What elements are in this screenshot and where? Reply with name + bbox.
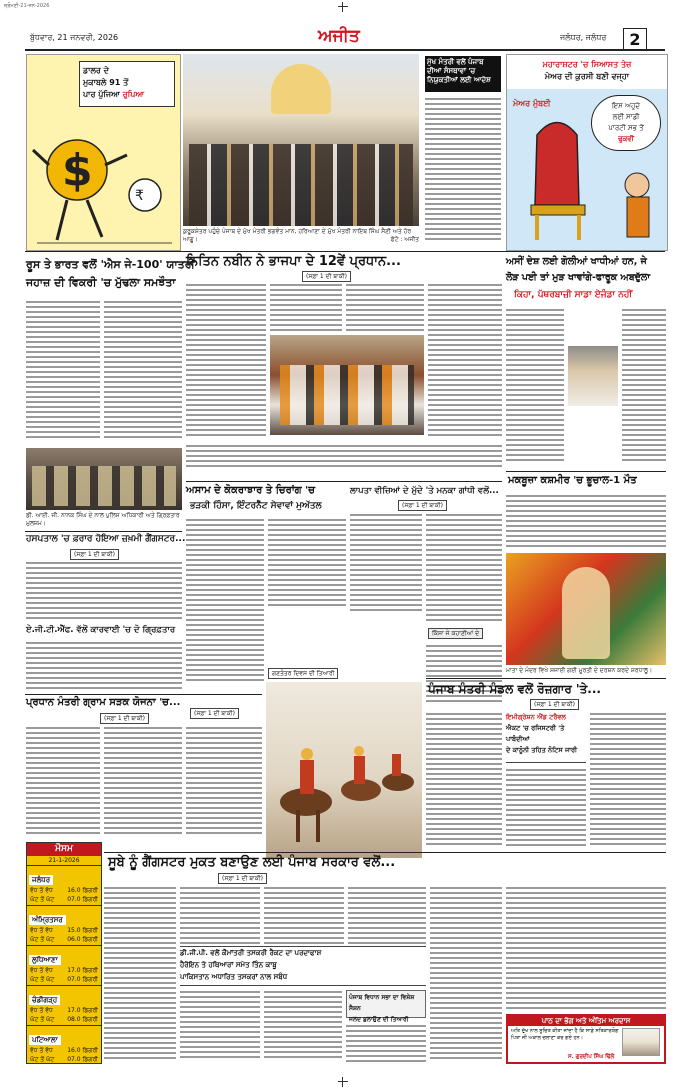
masthead: ਅਜੀਤ	[318, 26, 360, 46]
weather-max-value: 17.0 ਡਿਗਰੀ	[67, 967, 98, 974]
horse-photo-tag: ਗਣਤੰਤਰ ਦਿਵਸ ਦੀ ਤਿਆਰੀ	[268, 668, 338, 679]
hospital-jump: (ਸਫ਼ਾ 1 ਦੀ ਬਾਕੀ)	[70, 549, 119, 560]
kashmir-text	[506, 492, 666, 550]
box2-line1: ਪੰਜਾਬ ਵਿਧਾਨ ਸਭਾ ਦਾ ਵਿਸ਼ੇਸ਼ ਸੈਸ਼ਨ	[349, 994, 415, 1012]
weather-min-value: 07.0 ਡਿਗਰੀ	[67, 976, 98, 983]
weather-min-value: 07.0 ਡਿਗਰੀ	[67, 896, 98, 903]
crop-mark	[338, 2, 348, 12]
horse-riders-illustration	[266, 682, 422, 858]
dollar-runner-illustration	[27, 55, 180, 250]
horse-parade-photo	[266, 682, 422, 858]
weather-max-label: ਵੱਧ ਤੋਂ ਵੱਧ	[30, 1007, 53, 1014]
weather-max-row	[27, 886, 101, 895]
weather-min-label: ਘੱਟ ਤੋਂ ਘੱਟ	[30, 896, 55, 903]
mantri-mandal-jump: (ਸਫ਼ਾ 1 ਦੀ ਬਾਕੀ)	[530, 699, 579, 710]
police-photo-caption: ਡੀ. ਆਈ. ਜੀ. ਨਾਨਕ ਸਿੰਘ ਦੇ ਨਾਲ ਪੁਲਿਸ ਅਧਿਕਾਰੀ ਅਤੇ ਗ੍ਰਿਫ਼ਤਾਰ ਮੁਲਜ਼ਮ।	[26, 512, 180, 527]
section-rule	[426, 678, 666, 679]
weather-max-label: ਵੱਧ ਤੋਂ ਵੱਧ	[30, 1047, 53, 1054]
top-right-column-headline	[425, 56, 501, 92]
top-center-photo	[183, 54, 419, 226]
weather-min-label: ਘੱਟ ਤੋਂ ਘੱਟ	[30, 976, 55, 983]
act-box-line2: ਐਕਟ 'ਚ ਰਜਿਸਟਰੀ 'ਤੇ ਪਾਬੰਦੀਆਂ	[506, 724, 565, 743]
weather-min-row	[27, 895, 101, 904]
gangster-col7	[346, 1022, 426, 1062]
speech-line1: ਇਸ ਅਹੁਦੇ	[612, 102, 640, 110]
cartoon-caption-accent: ਰੁਪਿਆ	[122, 90, 145, 99]
weather-box	[26, 842, 102, 1064]
gangster-col5	[180, 988, 260, 1062]
act-box	[506, 712, 586, 763]
weather-city	[27, 945, 101, 985]
gangster-box2	[346, 990, 426, 1023]
crop-mark	[338, 1077, 348, 1087]
agtf-headline: ਏ.ਜੀ.ਟੀ.ਐੱਫ. ਵੱਲੋਂ ਕਾਰਵਾਈ 'ਚ ਦੋ ਗ੍ਰਿਫ਼ਤਾਰ	[26, 625, 176, 635]
gangster-col4	[348, 884, 426, 944]
nitin-col2	[270, 281, 342, 331]
temple-photo	[506, 553, 666, 665]
mantri-mandal-col3	[590, 710, 666, 850]
pradhan-mantri-headline: ਪ੍ਰਧਾਨ ਮੰਤਰੀ ਗ੍ਰਾਮ ਸੜਕ ਯੋਜਨਾ 'ਚ...	[26, 697, 181, 708]
gangster-col1	[104, 884, 176, 1062]
gangster-col2	[180, 884, 260, 944]
page-number: 2	[629, 29, 641, 49]
weather-city	[27, 905, 101, 945]
abdullah-col2	[622, 306, 666, 466]
ad-body: ਅਤਿ ਦੁੱਖ ਨਾਲ ਸੂਚਿਤ ਕੀਤਾ ਜਾਂਦਾ ਹੈ ਕਿ ਸਾਡੇ ਸਤਿਕਾਰਯੋਗ ਪਿਤਾ ਜੀ ਅਕਾਲ ਚਲਾਣਾ ਕਰ ਗਏ ਹਨ।	[511, 1028, 619, 1041]
weather-city-name: ਜਲੰਧਰ	[29, 875, 53, 885]
abdullah-photo	[568, 346, 618, 406]
abdullah-headline-line1: ਅਸੀਂ ਦੇਸ਼ ਲਈ ਗੋਲੀਆਂ ਖਾਧੀਆਂ ਹਨ, ਜੇ	[506, 256, 647, 267]
weather-city-name: ਲੁਧਿਆਣਾ	[29, 955, 61, 965]
slug-line: ਸ਼੍ਰੋਮਣੀ-21-ਜਨ-2026	[4, 3, 50, 9]
header-date: ਬੁੱਧਵਾਰ, 21 ਜਨਵਰੀ, 2026	[30, 33, 119, 42]
mayor-label: ਮੇਅਰ ਮੁੰਬਈ	[513, 99, 551, 108]
nitin-bottom-text	[186, 442, 502, 472]
weather-max-value: 16.0 ਡਿਗਰੀ	[67, 1047, 98, 1054]
cartoon-right-headline-line1: ਮਹਾਰਾਸ਼ਟਰ 'ਚ ਸਿਆਸਤ ਤੇਜ਼	[542, 60, 632, 69]
assam-subhead: ਭੜਕੀ ਹਿੰਸਾ, ਇੰਟਰਨੈੱਟ ਸੇਵਾਵਾਂ ਮੁਅੱਤਲ	[190, 501, 322, 511]
ad-photo	[622, 1028, 660, 1056]
weather-list	[27, 865, 101, 1065]
page-number-box	[623, 28, 647, 50]
ladakh-headline: ਲਾਪਤਾ ਵੀਜ਼ਿਆਂ ਦੇ ਮੁੱਦੇ 'ਤੇ ਮਨਕਾ ਗਾਂਧੀ ਵਲੋਂ...	[350, 486, 499, 496]
abdullah-col1	[506, 306, 564, 466]
nitin-col1	[186, 281, 266, 441]
weather-city-name: ਪਟਿਆਲਾ	[29, 1035, 61, 1045]
pradhan-mantri-col2	[104, 724, 182, 839]
box2-line2: ਜਲਦ ਬੁਲਾਉਣ ਦੀ ਤਿਆਰੀ	[349, 1016, 409, 1023]
cartoon-left	[26, 54, 181, 251]
temple-caption: ਮਾਤਾ ਦੇ ਮੰਦਰ ਵਿਖੇ ਸਜਾਈ ਗਈ ਮੂਰਤੀ ਦੇ ਦਰਸ਼ਨ ਕਰਦੇ ਸ਼ਰਧਾਲੂ।	[506, 667, 653, 674]
weather-min-row	[27, 1055, 101, 1064]
weather-max-label: ਵੱਧ ਤੋਂ ਵੱਧ	[30, 967, 53, 974]
act-box-line3: ਦੇ ਕਾਨੂੰਨੀ ਤਹਿਤ ਨੋਟਿਸ ਜਾਰੀ	[506, 746, 578, 754]
assam-headline: ਅਸਾਮ ਦੇ ਕੋਕਰਾਝਾਰ ਤੇ ਚਿਰਾਂਗ 'ਚ	[186, 485, 315, 496]
hospital-text	[26, 559, 182, 619]
assam-col2	[268, 516, 346, 611]
pradhan-mantri-col3	[186, 724, 262, 839]
weather-min-label: ਘੱਟ ਤੋਂ ਘੱਟ	[30, 1056, 55, 1063]
agtf-text	[26, 639, 182, 691]
deity-figure	[562, 567, 610, 659]
section-rule	[104, 852, 666, 853]
speech-line2: ਲਈ ਸਾਡੀ	[612, 113, 640, 121]
gangster-col8	[430, 884, 502, 1062]
cartoon-right-headline-line2: ਮੇਅਰ ਦੀ ਕੁਰਸੀ ਬਣੀ ਵਜ੍ਹਾ	[544, 72, 630, 81]
gangster-jump: (ਸਫ਼ਾ 1 ਦੀ ਬਾਕੀ)	[218, 873, 267, 884]
pradhan-mantri-col1	[26, 724, 100, 839]
ladakh-col2	[426, 511, 502, 626]
nitin-headline: ਨਿਤਿਨ ਨਬੀਨ ਨੇ ਭਾਜਪਾ ਦੇ 12ਵੇਂ ਪ੍ਰਧਾਨ...	[186, 254, 401, 269]
weather-city	[27, 1025, 101, 1065]
top-right-headline-text: ਮੁੱਖ ਮੰਤਰੀ ਵਲੋਂ ਪੰਜਾਬ ਦੀਆਂ ਸੰਸਥਾਵਾਂ 'ਚ ਨਿਯੁਕਤੀਆਂ ਲਈ ਆਦੇਸ਼	[427, 58, 491, 84]
photo-credit: ਫੋਟੋ : ਅਜੀਤ	[390, 236, 419, 243]
cartoon-caption-line1: ਡਾਲਰ ਦੇ	[83, 66, 109, 75]
box1-line1: ਡੀ.ਜੀ.ਪੀ. ਵਲੋਂ ਕੌਮਾਂਤਰੀ ਤਸਕਰੀ ਰੈਕਟ ਦਾ ਪਰਦਾਫਾਸ਼	[180, 949, 322, 957]
nitin-col3	[346, 281, 424, 331]
speech-line4: ਢੁਕਵੀਂ	[618, 135, 634, 143]
box1-line2: ਹੈਰੋਇਨ ਤੇ ਹਥਿਆਰਾਂ ਸਮੇਤ ਤਿੰਨ ਕਾਬੂ	[180, 961, 277, 969]
cartoon-caption-line3: ਪਾਰ ਪੁੱਜਿਆ	[83, 90, 123, 99]
weather-max-value: 16.0 ਡਿਗਰੀ	[67, 887, 98, 894]
gangster-headline: ਸੂਬੇ ਨੂੰ ਗੈਂਗਸਟਰ ਮੁਕਤ ਬਣਾਉਣ ਲਈ ਪੰਜਾਬ ਸਰਕਾਰ ਵਲੋਂ...	[108, 855, 396, 870]
weather-title: ਮੌਸਮ	[27, 843, 101, 856]
russia-headline-line1: ਰੂਸ ਤੇ ਭਾਰਤ ਵਲੋਂ 'ਐਸ ਜੇ-100' ਯਾਤਰੀ	[26, 258, 195, 271]
weather-date: 21-1-2026	[48, 857, 80, 864]
weather-max-row	[27, 1006, 101, 1015]
act-box-line1: ਇਮੀਗ੍ਰੇਸ਼ਨ ਐਂਡ ਟਰੈਵਲ	[506, 713, 566, 721]
gangster-col9	[506, 884, 666, 1012]
top-right-column-text	[425, 95, 501, 245]
section-rule	[25, 694, 262, 695]
kahani-tag: ਕਿੱਸਾ ਜੇ ਕਹਾਣੀਆਂ ਦੇ	[428, 628, 483, 639]
weather-min-value: 06.0 ਡਿਗਰੀ	[67, 936, 98, 943]
top-center-photo-caption	[183, 228, 419, 245]
gurdwara-dome	[271, 64, 331, 114]
horse-photo-jump: (ਸਫ਼ਾ 1 ਦੀ ਬਾਕੀ)	[190, 708, 239, 719]
weather-min-row	[27, 1015, 101, 1024]
section-rule	[25, 251, 665, 252]
weather-min-label: ਘੱਟ ਤੋਂ ਘੱਟ	[30, 1016, 55, 1023]
speech-line3: ਪਾਰਟੀ ਸਭ ਤੋਂ	[608, 124, 644, 132]
section-rule	[25, 531, 182, 532]
police-photo	[26, 448, 182, 510]
weather-min-row	[27, 975, 101, 984]
weather-city-name: ਚੰਡੀਗੜ੍ਹ	[29, 995, 60, 1005]
header-rule	[25, 49, 665, 51]
nitin-jump: (ਸਫ਼ਾ 1 ਦੀ ਬਾਕੀ)	[302, 271, 351, 282]
hospital-headline: ਹਸਪਤਾਲ 'ਚ ਫ਼ਰਾਰ ਹੋਇਆ ਜ਼ਖ਼ਮੀ ਗੈਂਗਸਟਰ...	[26, 534, 186, 544]
weather-min-value: 08.0 ਡਿਗਰੀ	[67, 1016, 98, 1023]
mantri-mandal-headline: ਪੰਜਾਬ ਮੰਤਰੀ ਮੰਡਲ ਵਲੋਂ ਰੋਜ਼ਗਾਰ 'ਤੇ...	[428, 682, 601, 696]
section-rule	[506, 471, 666, 472]
ladakh-jump: (ਸਫ਼ਾ 1 ਦੀ ਬਾਕੀ)	[398, 500, 447, 511]
weather-min-row	[27, 935, 101, 944]
weather-max-value: 17.0 ਡਿਗਰੀ	[67, 1007, 98, 1014]
weather-min-value: 07.0 ਡਿਗਰੀ	[67, 1056, 98, 1063]
throne-illustration	[507, 55, 667, 250]
nitin-photo	[270, 335, 424, 435]
ad-name: ਸ. ਗੁਰਦੀਪ ਸਿੰਘ ਢਿੱਲੋਂ	[568, 1054, 615, 1060]
weather-max-row	[27, 1046, 101, 1055]
weather-max-label: ਵੱਧ ਤੋਂ ਵੱਧ	[30, 887, 53, 894]
obituary-ad	[506, 1014, 666, 1064]
ad-title: ਪਾਠ ਦਾ ਭੋਗ ਅਤੇ ਅੰਤਿਮ ਅਰਦਾਸ	[508, 1016, 664, 1026]
weather-city-name: ਅੰਮ੍ਰਿਤਸਰ	[29, 915, 66, 925]
gangster-col3	[264, 884, 344, 944]
mantri-mandal-col1	[426, 710, 502, 850]
assam-col1	[186, 516, 264, 686]
abdullah-headline-line2: ਲੋੜ ਪਈ ਤਾਂ ਮੁੜ ਖਾਵਾਂਗੇ-ਫਾਰੂਕ ਅਬਦੁੱਲਾ	[506, 272, 651, 283]
pradhan-mantri-jump: (ਸਫ਼ਾ 1 ਦੀ ਬਾਕੀ)	[100, 713, 149, 724]
cartoon-right	[506, 54, 668, 251]
header-edition: ਜਲੰਧਰ, ਜਲੰਧਰ	[560, 33, 607, 42]
ladakh-col1	[350, 511, 422, 611]
svg-text:₹: ₹	[135, 188, 144, 204]
officers-row	[32, 466, 176, 506]
abdullah-subhead: ਕਿਹਾ, ਪੱਥਰਬਾਜ਼ੀ ਸਾਡਾ ਏਜੰਡਾ ਨਹੀਂ	[514, 290, 633, 300]
weather-city	[27, 865, 101, 905]
cartoon-caption-line2: ਮੁਕਾਬਲੇ 91 ਤੋਂ	[83, 78, 129, 87]
people-group	[189, 144, 413, 226]
mantri-mandal-col2	[506, 766, 586, 850]
photo-caption-text: ਕੁਰੂਕਸ਼ੇਤਰ ਪਹੁੰਚੇ ਪੰਜਾਬ ਦੇ ਮੁੱਖ ਮੰਤਰੀ ਭਗਵੰਤ ਮਾਨ, ਹਰਿਆਣਾ ਦੇ ਮੁੱਖ ਮੰਤਰੀ ਨਾਇਬ ਸਿੰਘ ਸੈਣੀ ਅਤੇ ਹੋਰ ਆਗੂ।	[183, 228, 412, 243]
gangster-col6	[264, 988, 342, 1062]
gangster-box1	[180, 946, 426, 986]
kashmir-headline: ਮਕਬੂਜ਼ਾ ਕਸ਼ਮੀਰ 'ਚ ਭੂਚਾਲ-1 ਮੌਤ	[508, 475, 637, 486]
weather-max-row	[27, 966, 101, 975]
section-rule	[186, 481, 502, 482]
weather-max-label: ਵੱਧ ਤੋਂ ਵੱਧ	[30, 927, 53, 934]
weather-min-label: ਘੱਟ ਤੋਂ ਘੱਟ	[30, 936, 55, 943]
weather-city	[27, 985, 101, 1025]
russia-headline-line2: ਜਹਾਜ਼ ਦੀ ਵਿਕਰੀ 'ਚ ਮੁੱਢਲਾ ਸਮਝੌਤਾ	[26, 276, 176, 289]
weather-max-row	[27, 926, 101, 935]
svg-text:$: $	[62, 145, 93, 196]
weather-max-value: 15.0 ਡਿਗਰੀ	[67, 927, 98, 934]
russia-col1	[26, 298, 100, 443]
garland-figures	[280, 365, 414, 425]
box1-line3: ਪਾਕਿਸਤਾਨ ਅਧਾਰਿਤ ਤਸਕਰਾਂ ਨਾਲ ਸਬੰਧ	[180, 973, 288, 981]
nitin-col4	[428, 281, 502, 441]
russia-col2	[104, 298, 182, 443]
